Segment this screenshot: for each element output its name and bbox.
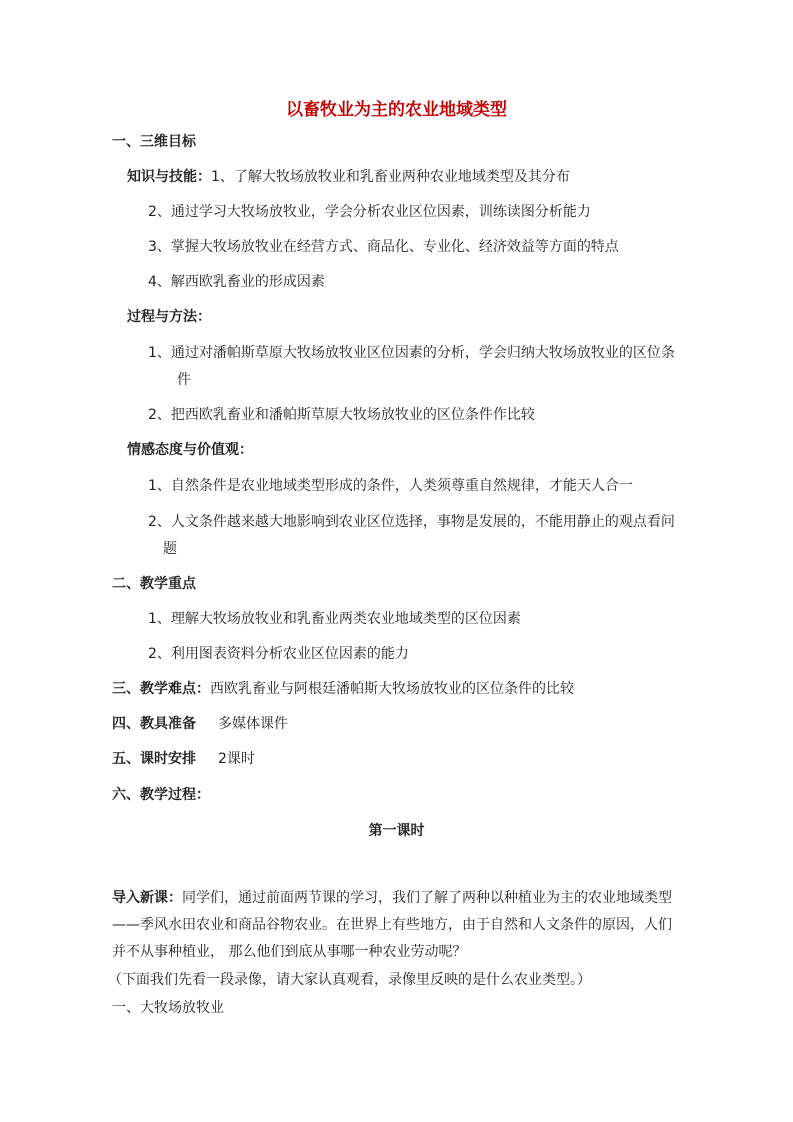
section-2-item-2: 2、利用图表资料分析农业区位因素的能力 xyxy=(148,646,409,662)
intro-line-2: ——季风水田农业和商品谷物农业。在世界上有些地方，由于自然和人文条件的原因，人们 xyxy=(112,917,672,933)
intro-line-4: （下面我们先看一段录像，请大家认真观看，录像里反映的是什么农业类型。） xyxy=(108,972,591,988)
section-6-heading: 六、教学过程： xyxy=(112,787,210,803)
knowledge-item-2: 2、通过学习大牧场放牧业，学会分析农业区位因素，训练读图分析能力 xyxy=(148,204,591,220)
process-item-1-line-2: 件 xyxy=(177,372,191,388)
emotion-item-1: 1、自然条件是农业地域类型形成的条件，人类须尊重自然规律，才能天人合一 xyxy=(148,478,633,494)
section-5-heading: 五、课时安排 xyxy=(112,751,196,767)
intro-line-3: 并不从事种植业， 那么他们到底从事哪一种农业劳动呢？ xyxy=(112,944,467,960)
section-3-text: 西欧乳畜业与阿根廷潘帕斯大牧场放牧业的区位条件的比较 xyxy=(210,681,574,697)
emotion-item-2-line-1: 2、人文条件越来越大地影响到农业区位选择，事物是发展的，不能用静止的观点看问 xyxy=(148,514,675,530)
intro-label: 导入新课： xyxy=(112,890,182,906)
knowledge-item-3: 3、掌握大牧场放牧业在经营方式、商品化、专业化、经济效益等方面的特点 xyxy=(148,239,619,255)
section-1-heading: 一、三维目标 xyxy=(112,134,196,150)
emotion-label: 情感态度与价值观： xyxy=(127,442,253,458)
process-item-2: 2、把西欧乳畜业和潘帕斯草原大牧场放牧业的区位条件作比较 xyxy=(148,407,535,423)
process-label: 过程与方法： xyxy=(127,309,211,325)
section-3-row xyxy=(112,679,574,699)
intro-line-5: 一、大牧场放牧业 xyxy=(112,1000,224,1016)
section-4-heading: 四、教具准备 xyxy=(112,716,196,732)
section-5-text: 2课时 xyxy=(218,751,255,767)
section-2-heading: 二、教学重点 xyxy=(112,576,196,592)
intro-line-1: 同学们，通过前面两节课的学习，我们了解了两种以种植业为主的农业地域类型 xyxy=(182,890,672,906)
document-title: 以畜牧业为主的农业地域类型 xyxy=(286,100,507,120)
section-2-item-1: 1、理解大牧场放牧业和乳畜业两类农业地域类型的区位因素 xyxy=(148,611,521,627)
intro-row xyxy=(112,888,672,908)
knowledge-label: 知识与技能： xyxy=(127,169,211,185)
section-3-heading: 三、教学难点： xyxy=(112,681,210,697)
emotion-item-2-line-2: 题 xyxy=(163,541,177,557)
lesson-heading: 第一课时 xyxy=(368,823,425,839)
knowledge-row xyxy=(127,167,570,187)
knowledge-item-4: 4、解西欧乳畜业的形成因素 xyxy=(148,274,325,290)
section-4-text: 多媒体课件 xyxy=(218,716,288,732)
knowledge-item-1: 1、了解大牧场放牧业和乳畜业两种农业地域类型及其分布 xyxy=(211,169,570,185)
process-item-1-line-1: 1、通过对潘帕斯草原大牧场放牧业区位因素的分析，学会归纳大牧场放牧业的区位条 xyxy=(148,345,675,361)
